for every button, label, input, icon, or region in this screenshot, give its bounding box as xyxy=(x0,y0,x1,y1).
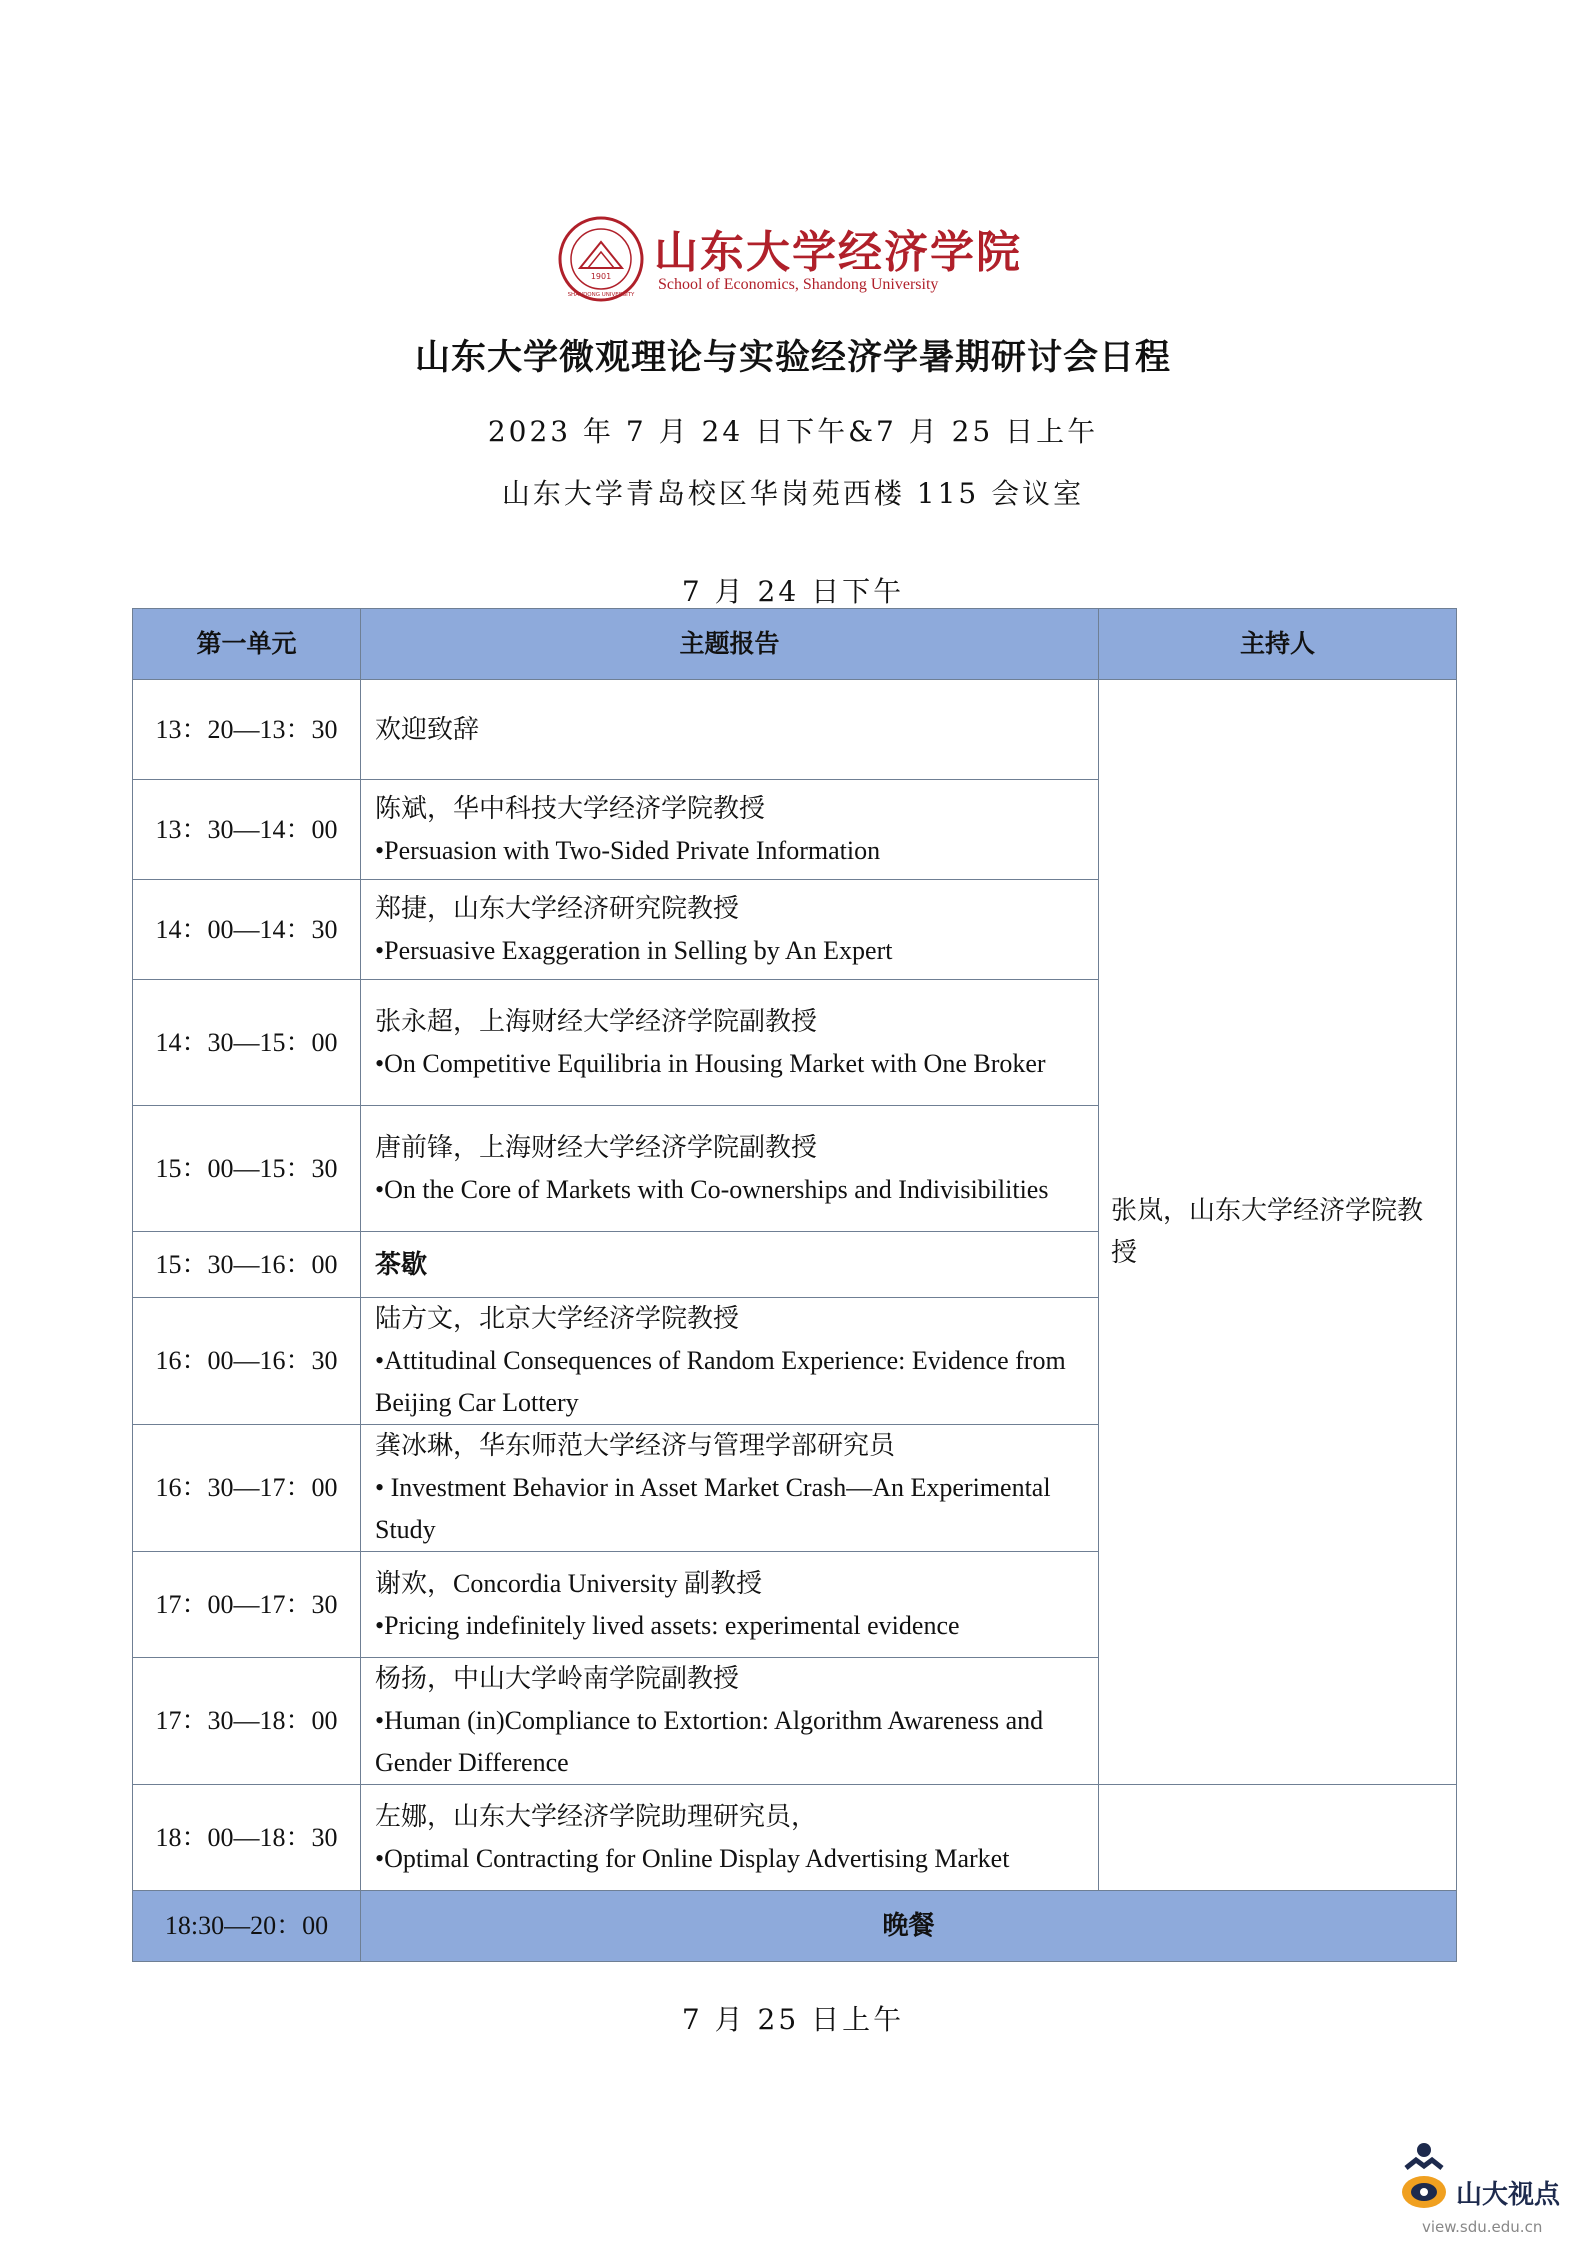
site-watermark xyxy=(1398,2140,1586,2245)
paper-title: •Persuasive Exaggeration in Selling by An Expert xyxy=(375,935,893,965)
topic-cell xyxy=(361,1425,1099,1552)
dinner-label: 晚餐 xyxy=(361,1891,1457,1962)
time-cell: 13：30—14：00 xyxy=(133,780,361,880)
speaker-name: 陆方文，北京大学经济学院教授 xyxy=(375,1304,740,1333)
header-host: 主持人 xyxy=(1099,609,1457,680)
session-2-label: 7 月 25 日上午 xyxy=(681,2003,905,2036)
session-1-label: 7 月 24 日下午 xyxy=(681,575,905,608)
sdu-view-logo-icon xyxy=(1398,2140,1464,2220)
time-cell: 13：20—13：30 xyxy=(133,680,361,780)
topic-cell xyxy=(361,1106,1099,1232)
tea-break: 茶歇 xyxy=(375,1249,428,1279)
paper-title: •Persuasion with Two-Sided Private Information xyxy=(375,835,881,865)
welcome-speech: 欢迎致辞 xyxy=(375,714,480,744)
topic-cell xyxy=(361,780,1099,880)
table-row xyxy=(133,1785,1457,1891)
speaker-name: 张永超，上海财经大学经济学院副教授 xyxy=(375,1006,818,1036)
paper-title: •Pricing indefinitely lived assets: experimental evidence xyxy=(375,1610,960,1640)
speaker-name: 郑捷，山东大学经济研究院教授 xyxy=(375,893,740,923)
paper-title: •Optimal Contracting for Online Display Advertising Market xyxy=(375,1843,1010,1873)
topic-cell xyxy=(361,1658,1099,1785)
time-cell: 15：30—16：00 xyxy=(133,1232,361,1298)
speaker-name: 陈斌，华中科技大学经济学院教授 xyxy=(375,793,766,823)
logo-english-name: School of Economics, Shandong University xyxy=(658,276,939,293)
host-cell-empty xyxy=(1099,1785,1457,1891)
topic-cell xyxy=(361,1552,1099,1658)
watermark-text: 山大视点 xyxy=(1456,2180,1561,2210)
host-cell: 张岚，山东大学经济学院教授 xyxy=(1099,680,1457,1785)
paper-title: •Human (in)Compliance to Extortion: Algorithm Awareness and Gender Difference xyxy=(375,1706,1044,1777)
dinner-row xyxy=(133,1891,1457,1962)
schedule-table xyxy=(132,608,1457,1962)
university-seal-icon xyxy=(558,216,644,302)
speaker-name: 唐前锋，上海财经大学经济学院副教授 xyxy=(375,1132,818,1162)
watermark-url: view.sdu.edu.cn xyxy=(1422,2218,1543,2236)
time-cell: 18：00—18：30 xyxy=(133,1785,361,1891)
topic-cell xyxy=(361,1298,1099,1425)
paper-title: • Investment Behavior in Asset Market Crash—An Experimental Study xyxy=(375,1473,1051,1544)
document-title: 山东大学微观理论与实验经济学暑期研讨会日程 xyxy=(414,337,1171,378)
paper-title: •Attitudinal Consequences of Random Experience: Evidence from Beijing Car Lottery xyxy=(375,1346,1066,1417)
seal-year: 1901 xyxy=(590,272,612,281)
speaker-name: 谢欢，Concordia University 副教授 xyxy=(375,1568,763,1598)
dinner-time: 18:30—20：00 xyxy=(133,1891,361,1962)
paper-title: •On the Core of Markets with Co-ownerships and Indivisibilities xyxy=(375,1174,1049,1204)
table-header-row xyxy=(133,609,1457,680)
school-logo xyxy=(558,212,1022,312)
header-unit: 第一单元 xyxy=(133,609,361,680)
time-cell: 14：30—15：00 xyxy=(133,980,361,1106)
time-cell: 16：30—17：00 xyxy=(133,1425,361,1552)
seal-text: SHANDONG UNIVERSITY xyxy=(567,292,635,298)
speaker-name: 龚冰琳，华东师范大学经济与管理学部研究员 xyxy=(375,1431,896,1460)
speaker-name: 杨扬，中山大学岭南学院副教授 xyxy=(375,1664,740,1693)
table-row xyxy=(133,680,1457,780)
paper-title: •On Competitive Equilibria in Housing Market with One Broker xyxy=(375,1048,1046,1078)
time-cell: 17：00—17：30 xyxy=(133,1552,361,1658)
topic-cell xyxy=(361,980,1099,1106)
topic-cell xyxy=(361,680,1099,780)
speaker-name: 左娜，山东大学经济学院助理研究员， xyxy=(375,1801,818,1831)
header-topic: 主题报告 xyxy=(361,609,1099,680)
topic-cell xyxy=(361,880,1099,980)
event-venue: 山东大学青岛校区华岗苑西楼 115 会议室 xyxy=(501,477,1085,510)
event-date: 2023 年 7 月 24 日下午&7 月 25 日上午 xyxy=(487,415,1099,448)
time-cell: 17：30—18：00 xyxy=(133,1658,361,1785)
time-cell: 14：00—14：30 xyxy=(133,880,361,980)
logo-chinese-name: 山东大学经济学院 xyxy=(654,227,1022,278)
topic-cell xyxy=(361,1785,1099,1891)
topic-cell xyxy=(361,1232,1099,1298)
time-cell: 16：00—16：30 xyxy=(133,1298,361,1425)
time-cell: 15：00—15：30 xyxy=(133,1106,361,1232)
